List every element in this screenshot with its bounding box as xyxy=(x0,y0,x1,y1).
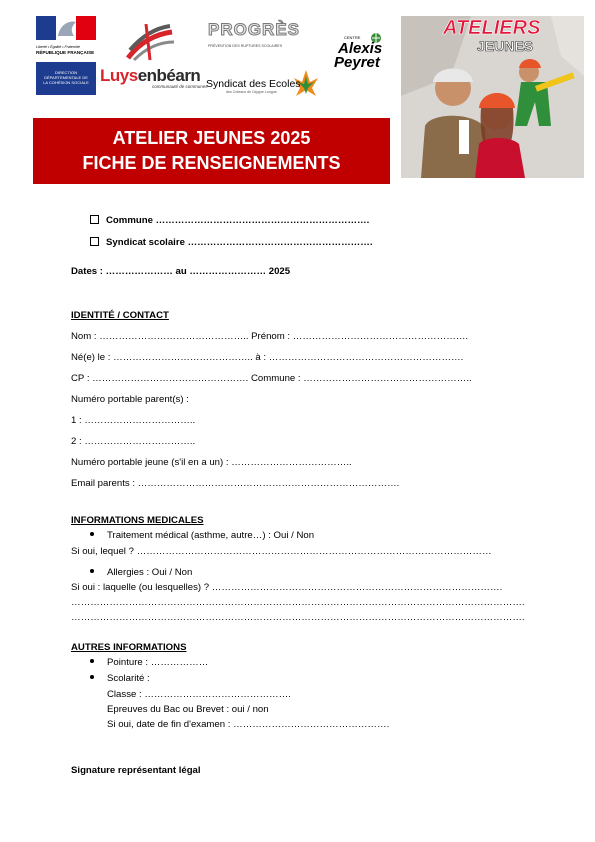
commune-checkbox[interactable] xyxy=(90,215,99,224)
traitement-label: Traitement médical (asthme, autre…) : Oui / Non xyxy=(107,530,315,541)
allergies-laquelle-field[interactable]: Si oui : laquelle (ou lesquelles) ? ………………………………………………………………………………. xyxy=(71,582,503,593)
numero-parents-label: Numéro portable parent(s) : xyxy=(71,394,189,405)
bullet-icon xyxy=(90,569,94,573)
numero-parent-1-field[interactable]: 1 : …………………………….. xyxy=(71,415,196,426)
luys-sub: communauté de communes xyxy=(152,84,208,89)
photo-title-2: JEUNES xyxy=(477,38,534,54)
marianne-icon xyxy=(36,16,96,40)
syndicat-option[interactable] xyxy=(90,237,373,249)
scolarite-label: Scolarité : xyxy=(107,673,150,684)
traitement-item[interactable] xyxy=(90,530,314,542)
pointure-item[interactable] xyxy=(90,657,208,669)
syndicat-des-ecoles-logo xyxy=(206,66,320,100)
commune-label: Commune …………………………………………………………. xyxy=(106,215,370,226)
numero-jeune-field[interactable]: Numéro portable jeune (s'il en a un) : ……………………………….. xyxy=(71,457,352,468)
luysenbearn-logo xyxy=(100,22,220,94)
autres-heading: AUTRES INFORMATIONS xyxy=(71,642,187,653)
traitement-lequel-field[interactable]: Si oui, lequel ? ………………………………………………………………………………………………… xyxy=(71,546,492,557)
bullet-icon xyxy=(90,659,94,663)
bullet-icon xyxy=(90,532,94,536)
alexis-small: CENTRE xyxy=(344,35,361,40)
dates-field[interactable]: Dates : ………………… au …………………… 2025 xyxy=(71,266,291,277)
banner-line-2: FICHE DE RENSEIGNEMENTS xyxy=(82,153,341,173)
date-fin-examen-field[interactable]: Si oui, date de fin d'examen : …………………………………………. xyxy=(107,719,390,730)
title-banner xyxy=(33,118,390,184)
epreuves-field[interactable]: Epreuves du Bac ou Brevet : oui / non xyxy=(107,704,269,715)
progres-logo xyxy=(208,20,308,60)
alexis-name-2: Peyret xyxy=(334,54,380,71)
rf-motto: Liberté • Égalité • Fraternité xyxy=(36,45,80,49)
signature-label: Signature représentant légal xyxy=(71,765,201,776)
allergies-line-1[interactable]: ……………………………………………………………………………………………………………………………. xyxy=(71,597,525,608)
naissance-field[interactable]: Né(e) le : …………………………………….. à : ……………………………………………………. xyxy=(71,352,464,363)
scolarite-item xyxy=(90,673,150,685)
allergies-label: Allergies : Oui / Non xyxy=(107,567,193,578)
cp-commune-field[interactable]: CP : …………………………………………. Commune : …………………………………………….. xyxy=(71,373,472,384)
luys-name-b: enbéarn xyxy=(137,66,201,85)
ddcs-logo xyxy=(36,62,96,95)
rf-name: RÉPUBLIQUE FRANÇAISE xyxy=(36,50,95,55)
classe-field[interactable]: Classe : ………………………………………. xyxy=(107,689,291,700)
commune-option[interactable] xyxy=(90,215,369,227)
progres-name: PROGRÈS xyxy=(208,20,301,39)
email-parents-field[interactable]: Email parents : ………………………………………………………………………. xyxy=(71,478,400,489)
syndicat-label: Syndicat scolaire …………………………………………………. xyxy=(106,237,373,248)
ddcs-text: DIRECTION DÉPARTEMENTALE DE LA COHÉSION SOCIALE xyxy=(43,70,89,85)
syndicat-name: Syndicat des Ecoles xyxy=(206,78,301,90)
syndicat-checkbox[interactable] xyxy=(90,237,99,246)
banner-line-1: ATELIER JEUNES 2025 xyxy=(112,128,311,148)
medical-heading: INFORMATIONS MEDICALES xyxy=(71,515,204,526)
identity-heading: IDENTITÉ / CONTACT xyxy=(71,310,169,321)
numero-parent-2-field[interactable]: 2 : …………………………….. xyxy=(71,436,196,447)
luys-swoosh-icon xyxy=(120,22,180,62)
alexis-name-1: Alexis xyxy=(338,40,383,57)
pointure-field: Pointure : ……………… xyxy=(107,657,209,668)
allergies-item[interactable] xyxy=(90,567,192,579)
allergies-line-2[interactable]: ……………………………………………………………………………………………………………………………. xyxy=(71,612,525,623)
republique-francaise-logo xyxy=(36,16,96,56)
centre-alexis-peyret-logo xyxy=(332,30,390,80)
nom-prenom-field[interactable]: Nom : ……………………………………….. Prénom : ………………………………………………. xyxy=(71,331,469,342)
photo-title-1: ATELIERS xyxy=(443,17,541,39)
syndicat-sub: des Coteaux de l'Aygue Longue xyxy=(226,90,277,94)
luys-name-a: Luys xyxy=(100,66,138,85)
ateliers-jeunes-photo xyxy=(401,16,584,178)
bullet-icon xyxy=(90,675,94,679)
progres-sub: PRÉVENTION DES RUPTURES SCOLAIRES xyxy=(208,44,283,48)
